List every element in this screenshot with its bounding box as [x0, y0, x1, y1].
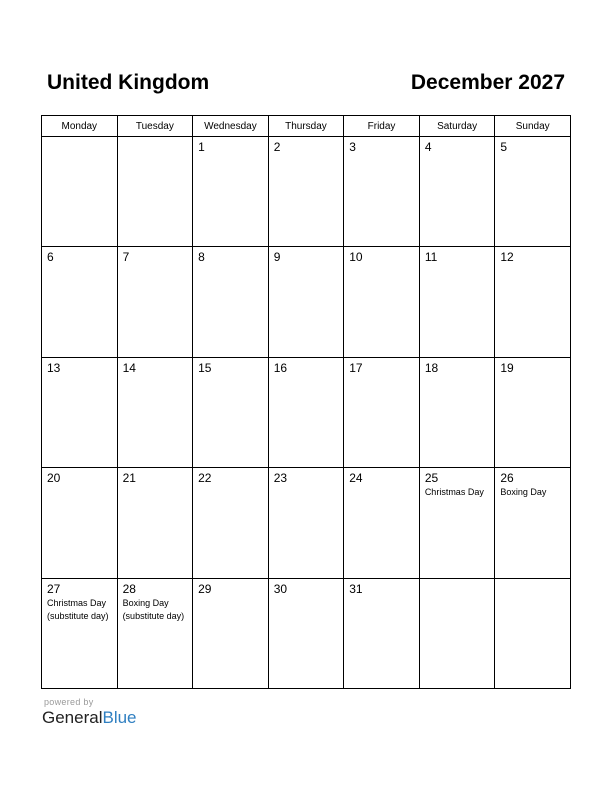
- day-number: 2: [273, 140, 281, 154]
- weekday-tuesday: Tuesday: [117, 116, 193, 137]
- day-number: 13: [47, 360, 61, 375]
- day-cell: [268, 468, 344, 578]
- day-number: 21: [122, 471, 136, 486]
- holiday-label: Boxing Day (substitute day): [122, 597, 185, 621]
- day-number: 14: [122, 360, 136, 375]
- day-cell: [42, 137, 118, 247]
- day-cell: [42, 357, 118, 467]
- day-number: 29: [198, 581, 212, 596]
- day-number: [42, 137, 117, 140]
- day-number: 16: [273, 360, 288, 375]
- day-number: 18: [424, 360, 439, 375]
- day-cell: [117, 357, 193, 467]
- day-cell: [419, 247, 495, 357]
- day-number: 28: [122, 581, 136, 596]
- day-cell: [419, 357, 495, 467]
- day-number: 8: [198, 250, 205, 265]
- day-number: 26: [500, 471, 514, 486]
- day-number: [118, 137, 193, 140]
- weekday-saturday: Saturday: [419, 116, 495, 137]
- day-cell: [193, 468, 269, 578]
- day-cell: [344, 468, 420, 578]
- logo-general-text: General: [42, 708, 103, 727]
- day-cell: [419, 468, 495, 578]
- day-number: [495, 579, 570, 582]
- day-number: 24: [349, 471, 363, 486]
- day-number: 15: [198, 360, 212, 375]
- day-cell: [193, 578, 269, 688]
- holiday-label: Christmas Day (substitute day): [47, 597, 109, 621]
- day-cell: [42, 578, 118, 688]
- day-cell: [495, 247, 571, 357]
- day-number: 5: [500, 140, 508, 154]
- day-cell: [117, 578, 193, 688]
- day-number: 23: [273, 471, 288, 486]
- weekday-header-row: [42, 116, 571, 137]
- day-number: 12: [500, 250, 514, 265]
- day-cell: [344, 578, 420, 688]
- weekday-wednesday: Wednesday: [193, 116, 269, 137]
- day-number: 3: [349, 140, 356, 154]
- week-row: [42, 578, 571, 688]
- day-cell: [344, 247, 420, 357]
- day-number: 31: [349, 581, 363, 596]
- day-number: 11: [424, 250, 438, 265]
- calendar-grid: [41, 115, 571, 689]
- weekday-thursday: Thursday: [268, 116, 344, 137]
- day-cell: [117, 247, 193, 357]
- day-cell: [193, 357, 269, 467]
- week-row: [42, 468, 571, 578]
- holiday-label: Christmas Day: [424, 487, 484, 498]
- powered-by-text: powered by: [44, 697, 94, 707]
- month-title: December 2027: [410, 71, 565, 94]
- day-number: 27: [47, 581, 61, 596]
- day-number: 9: [273, 250, 281, 265]
- day-number: 10: [349, 250, 363, 265]
- day-cell: [268, 247, 344, 357]
- day-number: 4: [424, 140, 432, 154]
- day-cell: [193, 137, 269, 247]
- holiday-label: Boxing Day: [500, 487, 547, 498]
- weekday-friday: Friday: [344, 116, 420, 137]
- weekday-monday: Monday: [42, 116, 118, 137]
- country-title: United Kingdom: [47, 71, 210, 94]
- day-number: [420, 579, 495, 582]
- day-number: 1: [198, 140, 205, 154]
- day-cell: [495, 137, 571, 247]
- day-cell: [117, 137, 193, 247]
- day-number: 20: [47, 471, 61, 486]
- day-cell: [117, 468, 193, 578]
- day-cell: [495, 357, 571, 467]
- weekday-sunday: Sunday: [495, 116, 571, 137]
- day-cell: [495, 578, 571, 688]
- day-cell: [42, 468, 118, 578]
- logo-blue-text: Blue: [102, 708, 137, 727]
- day-cell: [344, 357, 420, 467]
- day-cell: [268, 137, 344, 247]
- day-cell: [193, 247, 269, 357]
- day-number: 22: [198, 471, 212, 486]
- day-cell: [344, 137, 420, 247]
- day-cell: [268, 357, 344, 467]
- day-number: 25: [424, 471, 439, 486]
- day-cell: [42, 247, 118, 357]
- week-row: [42, 357, 571, 467]
- week-row: [42, 247, 571, 357]
- day-number: 6: [47, 250, 54, 265]
- day-cell: [419, 137, 495, 247]
- day-cell: [419, 578, 495, 688]
- day-number: 19: [500, 360, 514, 375]
- day-number: 17: [349, 360, 363, 375]
- day-number: 7: [122, 250, 130, 265]
- generalblue-logo[interactable]: [42, 708, 137, 728]
- day-cell: [495, 468, 571, 578]
- day-cell: [268, 578, 344, 688]
- week-row: [42, 137, 571, 247]
- day-number: 30: [273, 581, 288, 596]
